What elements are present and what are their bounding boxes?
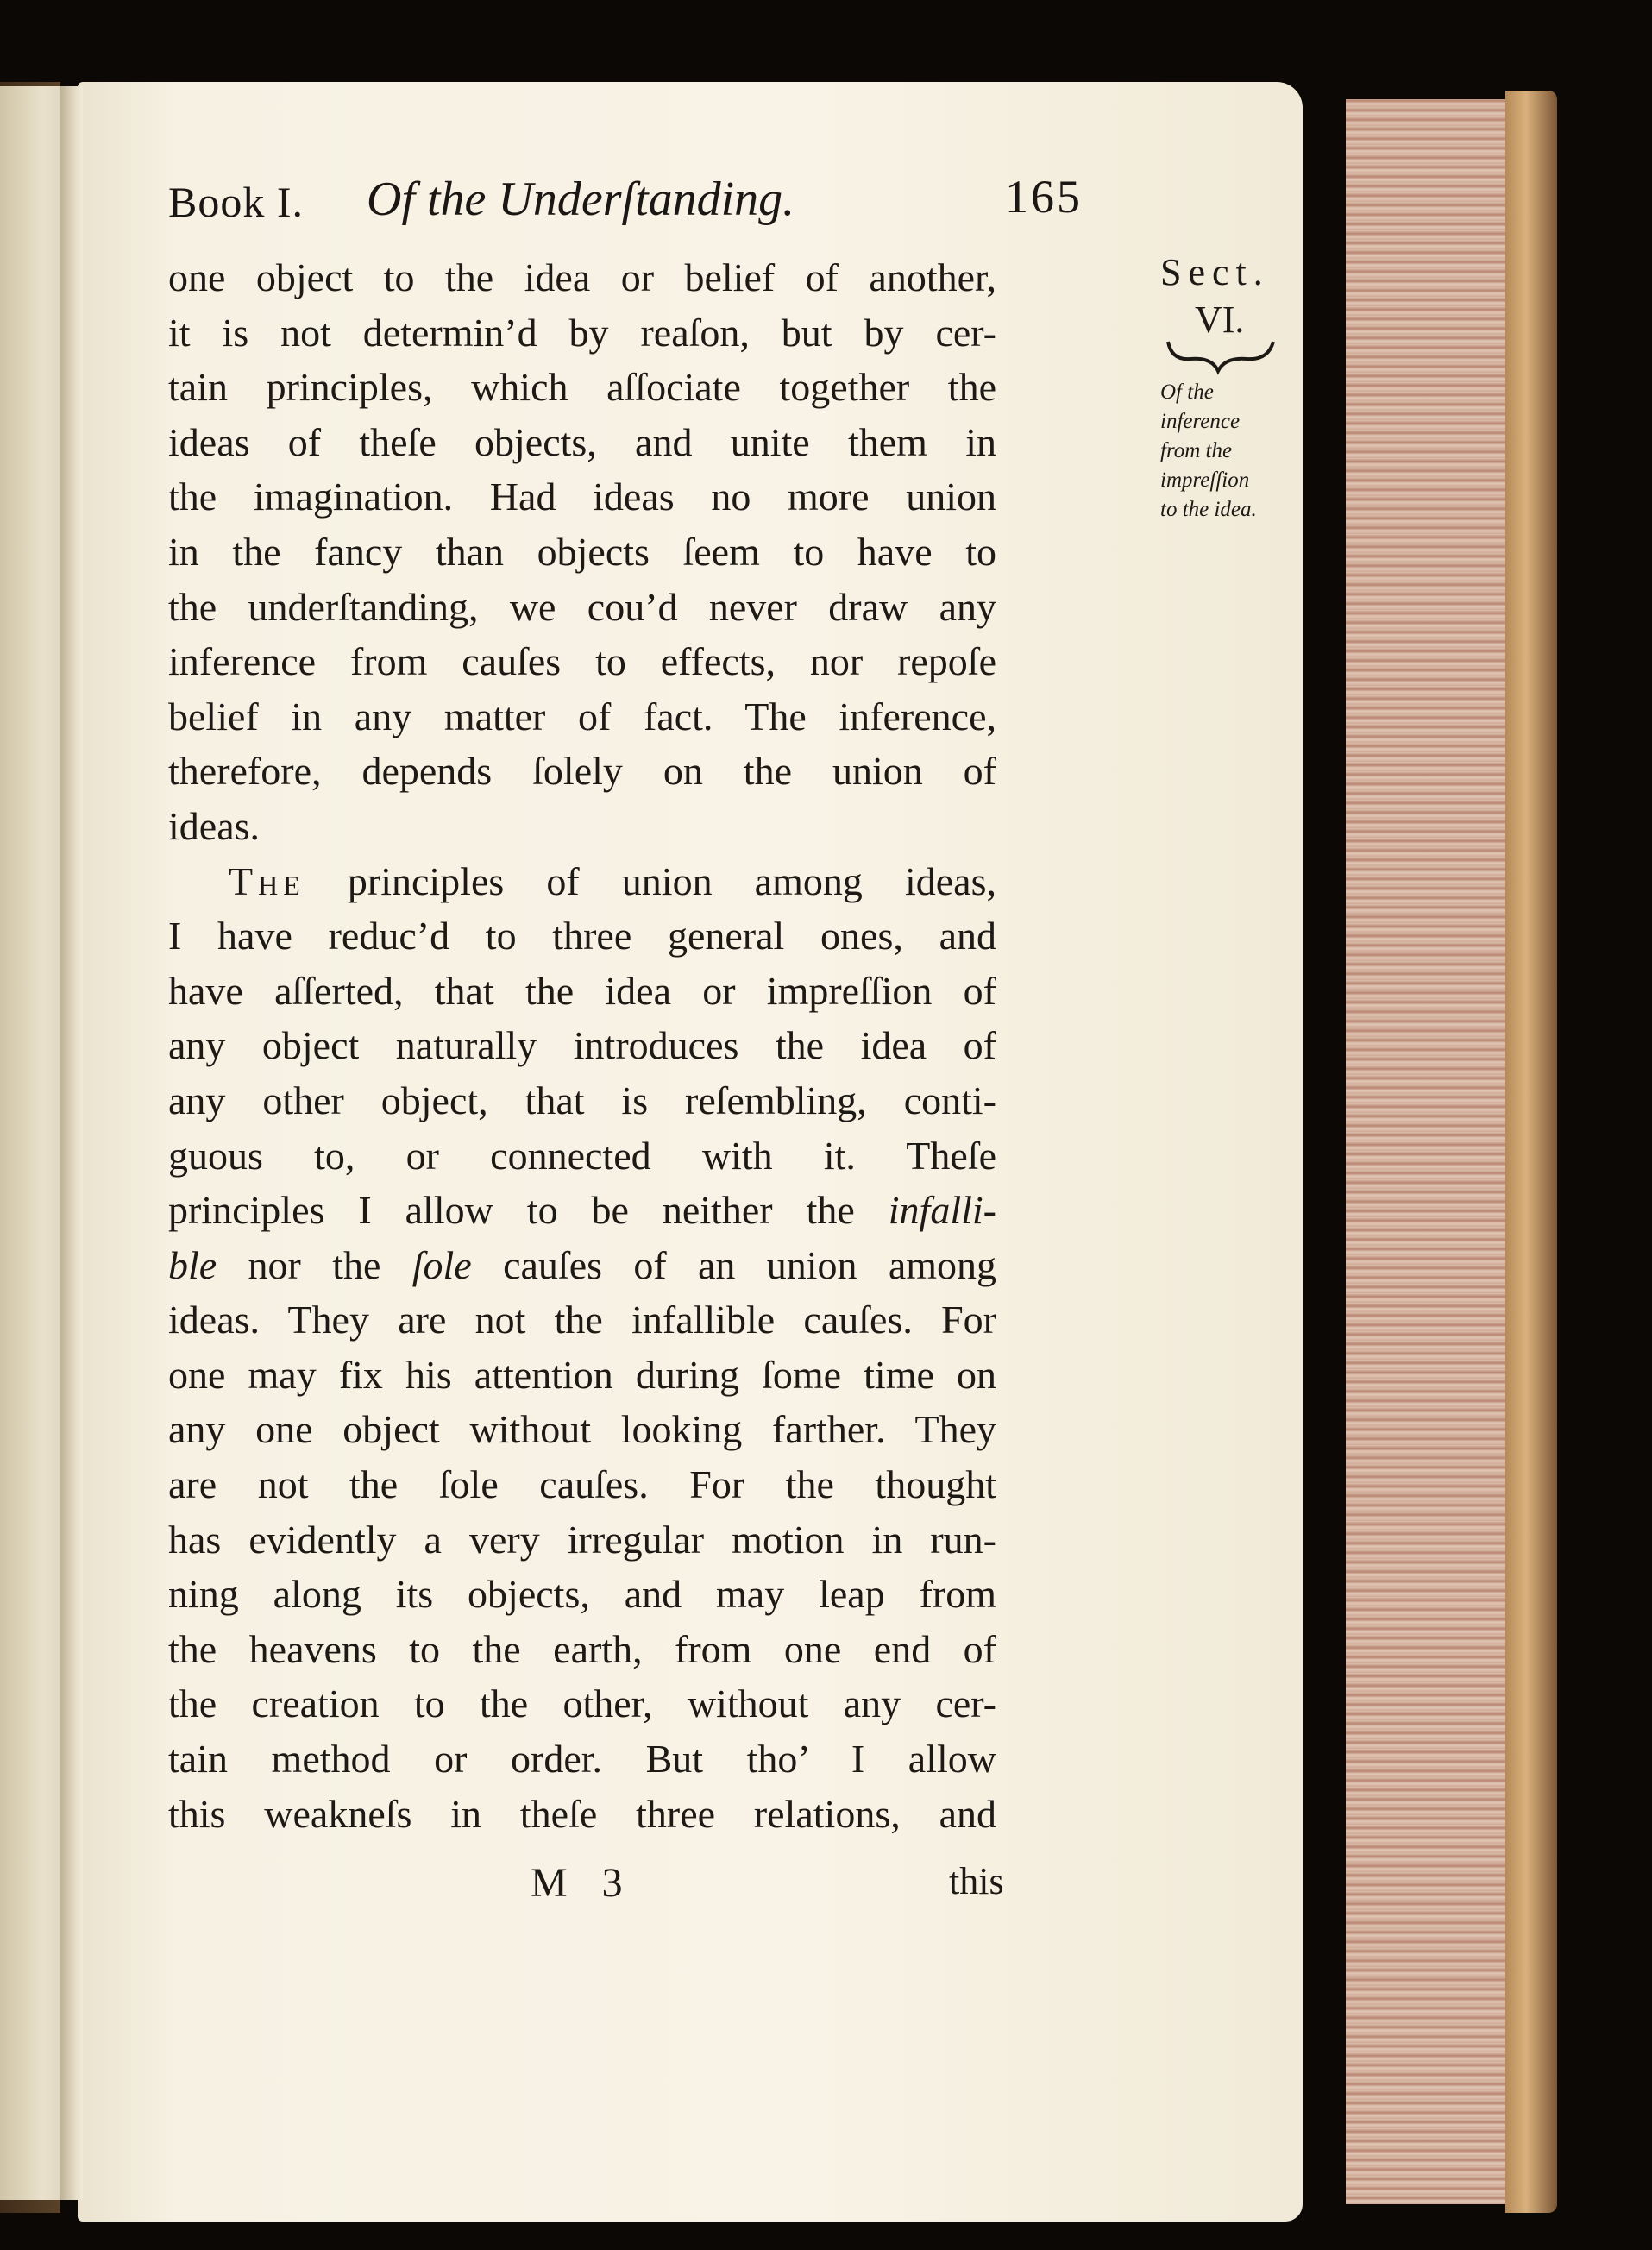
paragraph-start (168, 854, 996, 909)
gloss-line: from the (1160, 439, 1233, 462)
book-label: Book I. (168, 178, 304, 226)
section-number: VI. (1195, 299, 1245, 341)
italic-word: infalli- (888, 1188, 996, 1233)
text-line: the heavens to the earth, from one end of (168, 1626, 996, 1671)
text-line: tain method or order. But tho’ I allow (168, 1737, 996, 1782)
gloss-line: impreſſion (1160, 468, 1250, 492)
text-line: guous to, or connected with it. Theſe (168, 1133, 996, 1178)
catchword: this (949, 1860, 1004, 1902)
text-line: has evidently a very irregular motion in run- (168, 1517, 996, 1562)
text-segment: cauſes of an union among (503, 1242, 997, 1287)
side-gloss (1160, 378, 1333, 525)
text-line: ideas. (168, 803, 261, 848)
text-line: I have reduc’d to three general ones, and (168, 914, 996, 958)
body-text (168, 250, 996, 1841)
text-line: one object to the idea or belief of another, (168, 255, 996, 299)
text-line: inference from cauſes to effects, nor repoſe (168, 639, 996, 684)
text-line: have aſſerted, that the idea or impreſſion of (168, 968, 996, 1013)
italic-word: ble (168, 1242, 217, 1287)
text-line: in the fancy than objects ſeem to have to (168, 529, 996, 574)
text-line (168, 1238, 996, 1293)
right-cover (1505, 91, 1557, 2213)
text-line: belief in any matter of fact. The inference, (168, 694, 996, 738)
text-segment: nor the (248, 1242, 381, 1287)
text-line: are not the ſole cauſes. For the thought (168, 1462, 996, 1507)
text-line: it is not determin’d by reaſon, but by cer- (168, 310, 996, 355)
gutter (60, 86, 83, 2200)
text-line: ning along its objects, and may leap from (168, 1572, 996, 1617)
text-line: the imagination. Had ideas no more union (168, 475, 996, 519)
text-line: one may fix his attention during ſome time on (168, 1352, 996, 1397)
text-line: the creation to the other, without any cer- (168, 1681, 996, 1726)
signature-mark: M 3 (531, 1860, 635, 1906)
text-segment: principles of union among ideas, (347, 858, 996, 903)
running-head (168, 171, 1117, 237)
gloss-line: inference (1160, 410, 1241, 433)
text-line: this weakneſs in theſe three relations, and (168, 1791, 996, 1836)
text-line: therefore, depends ſolely on the union of (168, 749, 996, 794)
text-line: ideas. They are not the infallible cauſes. For (168, 1298, 996, 1342)
brace-icon (1165, 336, 1277, 375)
text-line: any other object, that is reſembling, conti- (168, 1078, 996, 1122)
text-line: any object naturally introduces the idea of (168, 1023, 996, 1068)
gloss-line: to the idea. (1160, 498, 1257, 521)
gloss-line: Of the (1160, 380, 1214, 404)
text-line: ideas of theſe objects, and unite them in (168, 419, 996, 464)
book-title: Of the Underſtanding. (367, 173, 795, 226)
lead-word: The (229, 858, 305, 903)
page-footer (168, 1859, 1031, 1920)
section-label: Sect. (1160, 251, 1270, 293)
text-line: the underſtanding, we cou’d never draw any (168, 584, 996, 629)
text-segment: principles I allow to be neither the (168, 1188, 855, 1233)
italic-word: ſole (411, 1242, 472, 1287)
text-line: any one object without looking farther. They (168, 1407, 996, 1452)
page-number: 165 (1005, 171, 1083, 223)
page-block-edge (1346, 99, 1530, 2204)
text-line: tain principles, which aſſociate together the (168, 365, 996, 410)
text-line (168, 1183, 996, 1238)
